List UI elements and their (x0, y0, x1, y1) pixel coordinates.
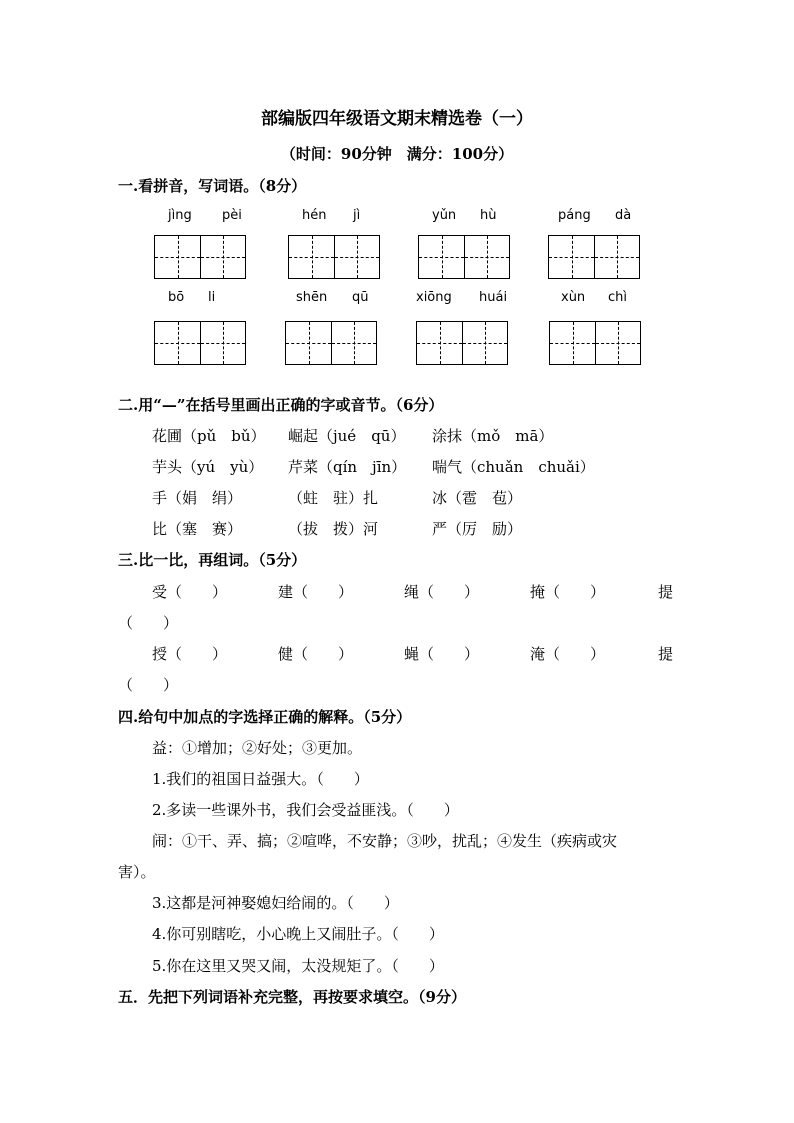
pinyin: bō (168, 290, 185, 305)
choice-item[interactable]: 冰（雹 苞） (432, 489, 523, 507)
pinyin: dà (615, 208, 632, 223)
pinyin: li (208, 290, 216, 305)
question[interactable]: 5.你在这里又哭又闹，太没规矩了。（ ） (152, 957, 444, 975)
section-5-heading: 五．先把下列词语补充完整，再按要求填空。（9分） (118, 988, 466, 1006)
question[interactable]: 3.这都是河神娶媳妇给闹的。（ ） (152, 894, 399, 912)
choice-item[interactable]: 涂抹（mǒ mā） (432, 427, 554, 445)
choice-item[interactable]: 芋头（yú yù） (152, 458, 264, 476)
writing-grid[interactable] (285, 321, 377, 365)
writing-grid[interactable] (416, 321, 508, 365)
choice-item[interactable]: 喘气（chuǎn chuǎi） (432, 458, 595, 476)
choice-item[interactable]: 花圃（pǔ bǔ） (152, 427, 266, 445)
definition: 益：①增加；②好处；③更加。 (152, 739, 363, 757)
word-blank[interactable]: 健（ ） (278, 645, 354, 663)
choice-item[interactable]: 比（塞 赛） (152, 520, 243, 538)
writing-grid[interactable] (154, 235, 246, 279)
section-3-heading: 三.比一比，再组词。（5分） (118, 551, 307, 569)
choice-item[interactable]: 手（娟 绢） (152, 489, 243, 507)
pinyin: shēn (296, 290, 328, 305)
pinyin: chì (608, 290, 627, 305)
word-blank[interactable]: 建（ ） (278, 583, 354, 601)
pinyin: xiōng (416, 290, 452, 305)
pinyin: hén (302, 208, 327, 223)
choice-item[interactable]: 严（厉 励） (432, 520, 523, 538)
writing-grid[interactable] (418, 235, 510, 279)
pinyin: pèi (222, 208, 242, 223)
pinyin: xùn (561, 290, 586, 305)
definition: 闹：①干、弄、搞；②喧哗，不安静；③吵，扰乱；④发生（疾病或灾 (152, 832, 618, 850)
writing-grid[interactable] (549, 321, 641, 365)
word-blank-wrap[interactable]: （ ） (118, 676, 179, 694)
page-title: 部编版四年级语文期末精选卷（一） (261, 109, 533, 129)
section-4-heading: 四.给句中加点的字选择正确的解释。（5分） (118, 708, 412, 726)
writing-grid[interactable] (288, 235, 380, 279)
writing-grid[interactable] (548, 235, 640, 279)
word-blank[interactable]: 受（ ） (152, 583, 228, 601)
question[interactable]: 2.多读一些课外书，我们会受益匪浅。（ ） (152, 801, 459, 819)
word-blank[interactable]: 授（ ） (152, 645, 228, 663)
question[interactable]: 4.你可别瞎吃，小心晚上又闹肚子。（ ） (152, 925, 444, 943)
word-blank[interactable]: 掩（ ） (530, 583, 606, 601)
word-blank[interactable]: 淹（ ） (530, 645, 606, 663)
word-blank[interactable]: 提 (658, 583, 674, 601)
choice-item[interactable]: （蛀 驻）扎 (288, 489, 379, 507)
section-1-heading: 一.看拼音，写词语。（8分） (118, 177, 307, 195)
pinyin: yǔn (432, 208, 457, 223)
pinyin: páng (558, 208, 591, 223)
word-blank[interactable]: 提 (658, 645, 674, 663)
exam-info: （时间：90分钟 满分：100分） (280, 145, 514, 163)
pinyin: huái (479, 290, 508, 305)
writing-grid[interactable] (154, 321, 246, 365)
choice-item[interactable]: （拔 拨）河 (288, 520, 379, 538)
question[interactable]: 1.我们的祖国日益强大。（ ） (152, 770, 369, 788)
choice-item[interactable]: 芹菜（qín jīn） (288, 458, 407, 476)
pinyin: qū (352, 290, 369, 305)
word-blank[interactable]: 蝇（ ） (404, 645, 480, 663)
pinyin: jìng (168, 208, 192, 223)
choice-item[interactable]: 崛起（jué qū） (288, 427, 406, 445)
pinyin: hù (480, 208, 497, 223)
word-blank[interactable]: 绳（ ） (404, 583, 480, 601)
word-blank-wrap[interactable]: （ ） (118, 614, 179, 632)
pinyin: jì (353, 208, 361, 223)
section-2-heading: 二.用“—”在括号里画出正确的字或音节。（6分） (118, 396, 444, 414)
definition: 害）。 (118, 863, 156, 881)
